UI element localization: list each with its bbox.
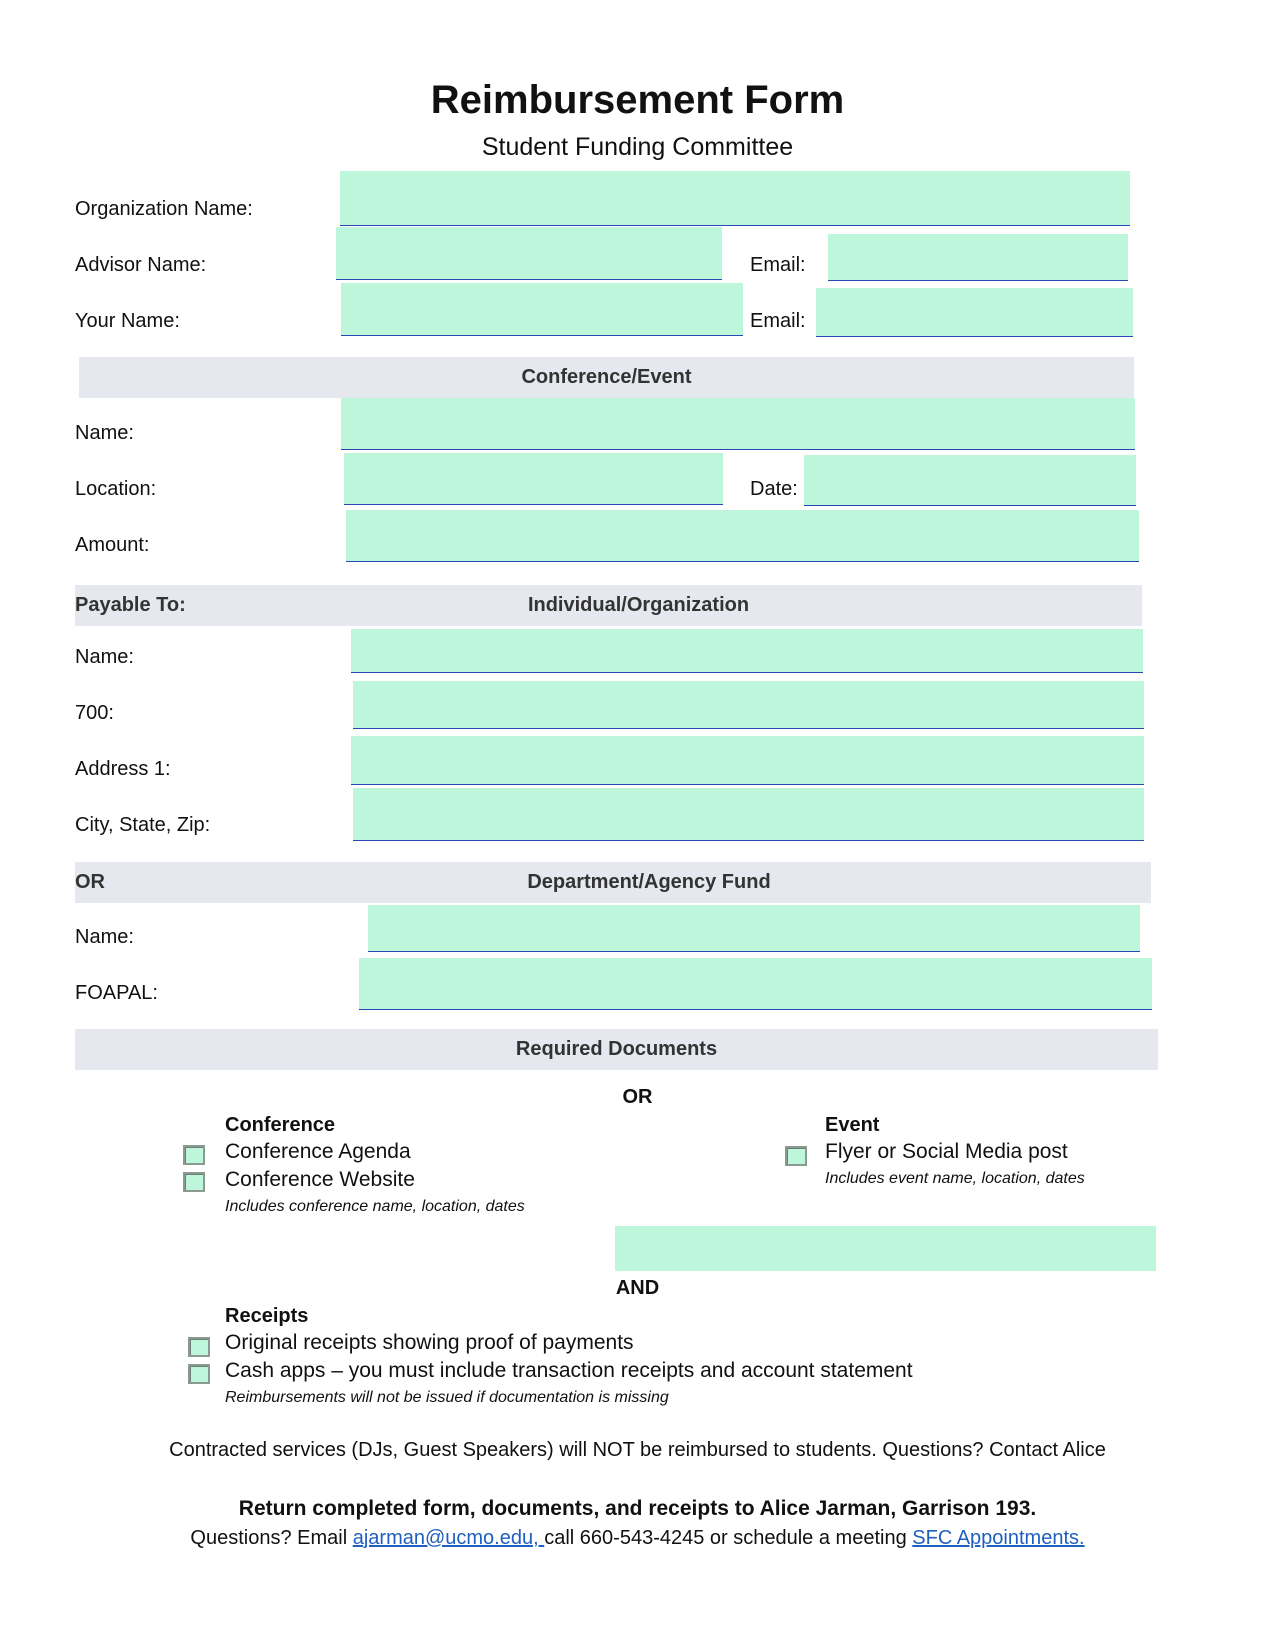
- email-link[interactable]: ajarman@ucmo.edu,: [352, 1527, 545, 1549]
- event-date-field[interactable]: [804, 455, 1136, 506]
- organization-name-label: Organization Name:: [75, 198, 253, 220]
- cash-apps-label: Cash apps – you must include transaction receipts and account statement: [225, 1359, 913, 1382]
- questions-middle: call 660-543-4245 or schedule a meeting: [544, 1527, 913, 1549]
- form-subtitle: Student Funding Committee: [481, 133, 794, 161]
- address-field[interactable]: [351, 736, 1144, 785]
- flyer-checkbox[interactable]: [785, 1146, 807, 1166]
- city-state-zip-field[interactable]: [353, 788, 1144, 841]
- payee-700-field[interactable]: [353, 681, 1144, 729]
- your-email-field[interactable]: [816, 288, 1133, 337]
- conference-agenda-label: Conference Agenda: [225, 1140, 411, 1163]
- individual-organization-header: Individual/Organization: [527, 594, 750, 616]
- department-name-label: Name:: [75, 926, 134, 948]
- conference-event-header: Conference/Event: [79, 357, 1134, 398]
- payee-name-label: Name:: [75, 646, 134, 668]
- conference-agenda-checkbox[interactable]: [183, 1145, 205, 1165]
- payee-700-label: 700:: [75, 702, 114, 724]
- event-name-label: Name:: [75, 422, 134, 444]
- advisor-name-field[interactable]: [336, 227, 722, 280]
- your-email-label: Email:: [750, 310, 806, 332]
- sfc-appointments-link[interactable]: SFC Appointments.: [912, 1527, 1085, 1549]
- return-notice: Return completed form, documents, and receipts to Alice Jarman, Garrison 193.: [238, 1497, 1037, 1520]
- original-receipts-checkbox[interactable]: [188, 1337, 210, 1357]
- department-bar: [75, 862, 1151, 903]
- advisor-name-label: Advisor Name:: [75, 254, 207, 276]
- cash-apps-checkbox[interactable]: [188, 1364, 210, 1384]
- department-agency-fund-header: Department/Agency Fund: [527, 871, 771, 893]
- amount-label: Amount:: [75, 534, 150, 556]
- conference-website-checkbox[interactable]: [183, 1172, 205, 1192]
- event-location-field[interactable]: [344, 453, 723, 505]
- payable-to-bar: [75, 585, 1142, 626]
- receipts-heading: Receipts: [225, 1305, 309, 1327]
- documents-and-text: AND: [615, 1277, 660, 1299]
- city-state-zip-label: City, State, Zip:: [75, 814, 211, 836]
- your-name-label: Your Name:: [75, 310, 180, 332]
- event-date-label: Date:: [750, 478, 798, 500]
- form-title: Reimbursement Form: [430, 78, 845, 122]
- flyer-label: Flyer or Social Media post: [825, 1140, 1068, 1163]
- payee-name-field[interactable]: [351, 629, 1143, 673]
- or-label: OR: [75, 871, 105, 893]
- conference-note: Includes conference name, location, dates: [225, 1198, 525, 1215]
- foapal-field[interactable]: [359, 958, 1152, 1010]
- documents-text-field[interactable]: [615, 1226, 1156, 1271]
- contracted-services-notice: Contracted services (DJs, Guest Speakers) will NOT be reimbursed to students. Questions? Contact Alice: [169, 1439, 1106, 1461]
- department-name-field[interactable]: [368, 905, 1140, 952]
- your-name-field[interactable]: [341, 283, 743, 336]
- event-location-label: Location:: [75, 478, 157, 500]
- original-receipts-label: Original receipts showing proof of payments: [225, 1331, 634, 1354]
- event-note: Includes event name, location, dates: [825, 1170, 1085, 1187]
- questions-line: [0, 1527, 1275, 1550]
- questions-prefix: Questions? Email: [190, 1527, 353, 1549]
- organization-name-field[interactable]: [340, 171, 1130, 226]
- amount-field[interactable]: [346, 510, 1139, 562]
- event-heading: Event: [825, 1114, 880, 1136]
- receipts-note: Reimbursements will not be issued if documentation is missing: [225, 1389, 669, 1406]
- foapal-label: FOAPAL:: [75, 982, 158, 1004]
- conference-heading: Conference: [225, 1114, 336, 1136]
- conference-website-label: Conference Website: [225, 1168, 415, 1191]
- advisor-email-label: Email:: [750, 254, 806, 276]
- payable-to-label: Payable To:: [75, 594, 186, 616]
- event-name-field[interactable]: [341, 398, 1135, 450]
- required-documents-header: Required Documents: [75, 1029, 1158, 1070]
- advisor-email-field[interactable]: [828, 234, 1128, 281]
- documents-or-text: OR: [622, 1086, 653, 1108]
- address-label: Address 1:: [75, 758, 171, 780]
